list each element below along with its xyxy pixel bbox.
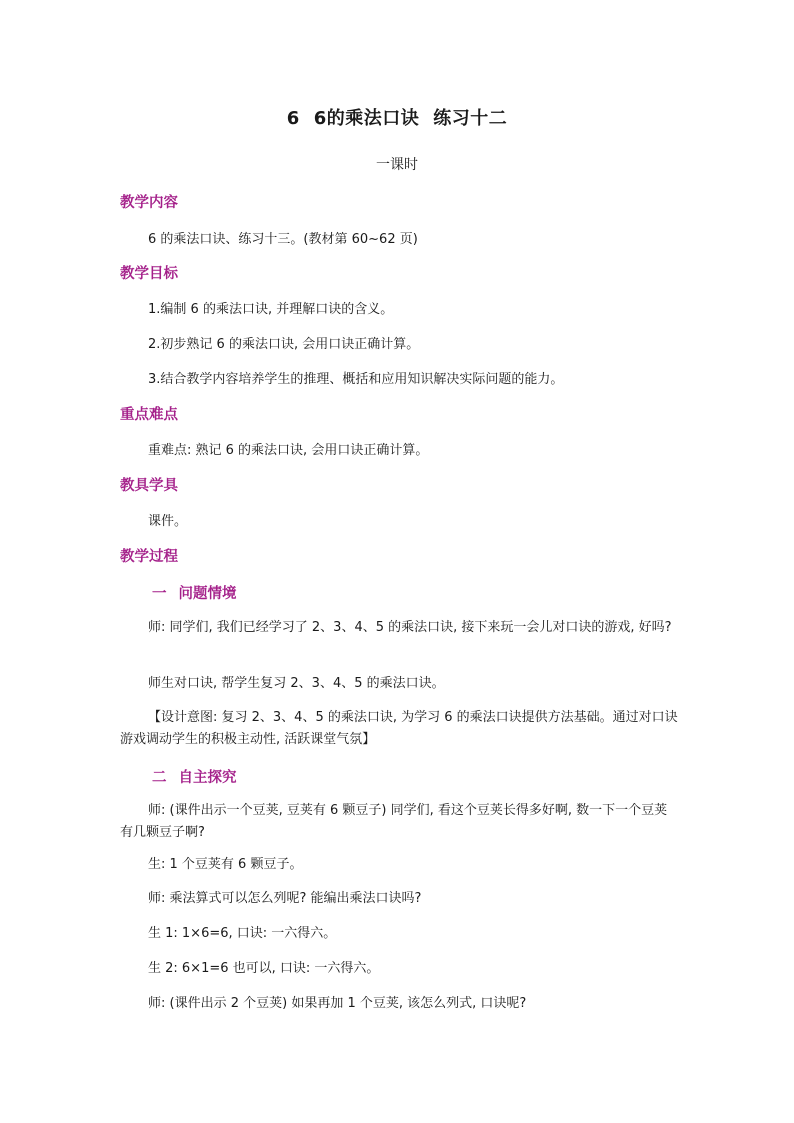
design-intent-paragraph: 【设计意图: 复习 2、3、4、5 的乘法口诀, 为学习 6 的乘法口诀提供方法基础。通过对口诀游戏调动学生的积极主动性, 活跃课堂气氛】 <box>120 710 678 747</box>
process-paragraph: 师: (课件出示 2 个豆荚) 如果再加 1 个豆荚, 该怎么列式, 口诀呢? <box>148 996 527 1011</box>
document-subtitle: 一课时 <box>376 157 418 173</box>
title-number: 6 <box>286 108 300 129</box>
goal-item: 3.结合教学内容培养学生的推理、概括和应用知识解决实际问题的能力。 <box>148 372 564 387</box>
teaching-tools-text: 课件。 <box>148 514 188 529</box>
teaching-content-text: 6 的乘法口诀、练习十三。(教材第 60~62 页) <box>148 232 418 247</box>
title-lesson-name: 6的乘法口诀 <box>313 108 420 129</box>
title-exercise: 练习十二 <box>433 108 508 129</box>
process-paragraph: 师: 乘法算式可以怎么列呢? 能编出乘法口诀吗? <box>148 891 422 906</box>
process-paragraph: 生 2: 6×1=6 也可以, 口诀: 一六得六。 <box>148 961 380 976</box>
heading-teaching-content: 教学内容 <box>120 195 178 211</box>
document-title <box>0 104 794 130</box>
process-paragraph: 生 1: 1×6=6, 口诀: 一六得六。 <box>148 926 337 941</box>
process-paragraph: 师: (课件出示一个豆荚, 豆荚有 6 颗豆子) 同学们, 看这个豆荚长得多好啊, 数一下一个豆荚有几颗豆子啊? <box>120 803 668 840</box>
process-paragraph: 师: 同学们, 我们已经学习了 2、3、4、5 的乘法口诀, 接下来玩一会儿对口诀的游戏, 好吗? <box>148 620 672 635</box>
goal-item: 2.初步熟记 6 的乘法口诀, 会用口诀正确计算。 <box>148 337 420 352</box>
process-paragraph: 生: 1 个豆荚有 6 颗豆子。 <box>148 857 303 872</box>
heading-teaching-goals: 教学目标 <box>120 266 178 282</box>
heading-teaching-tools: 教具学具 <box>120 478 178 494</box>
subheading-title: 问题情境 <box>178 586 237 602</box>
subheading-title: 自主探究 <box>178 770 237 786</box>
subheading-number: 二 <box>152 770 167 786</box>
subheading-number: 一 <box>152 586 167 602</box>
process-paragraph: 师生对口诀, 帮学生复习 2、3、4、5 的乘法口诀。 <box>148 676 445 691</box>
subheading-self-exploration <box>152 766 237 787</box>
heading-teaching-process: 教学过程 <box>120 549 178 565</box>
subheading-problem-situation <box>152 582 237 603</box>
key-points-text: 重难点: 熟记 6 的乘法口诀, 会用口诀正确计算。 <box>148 443 429 458</box>
goal-item: 1.编制 6 的乘法口诀, 并理解口诀的含义。 <box>148 302 394 317</box>
heading-key-points: 重点难点 <box>120 407 178 423</box>
